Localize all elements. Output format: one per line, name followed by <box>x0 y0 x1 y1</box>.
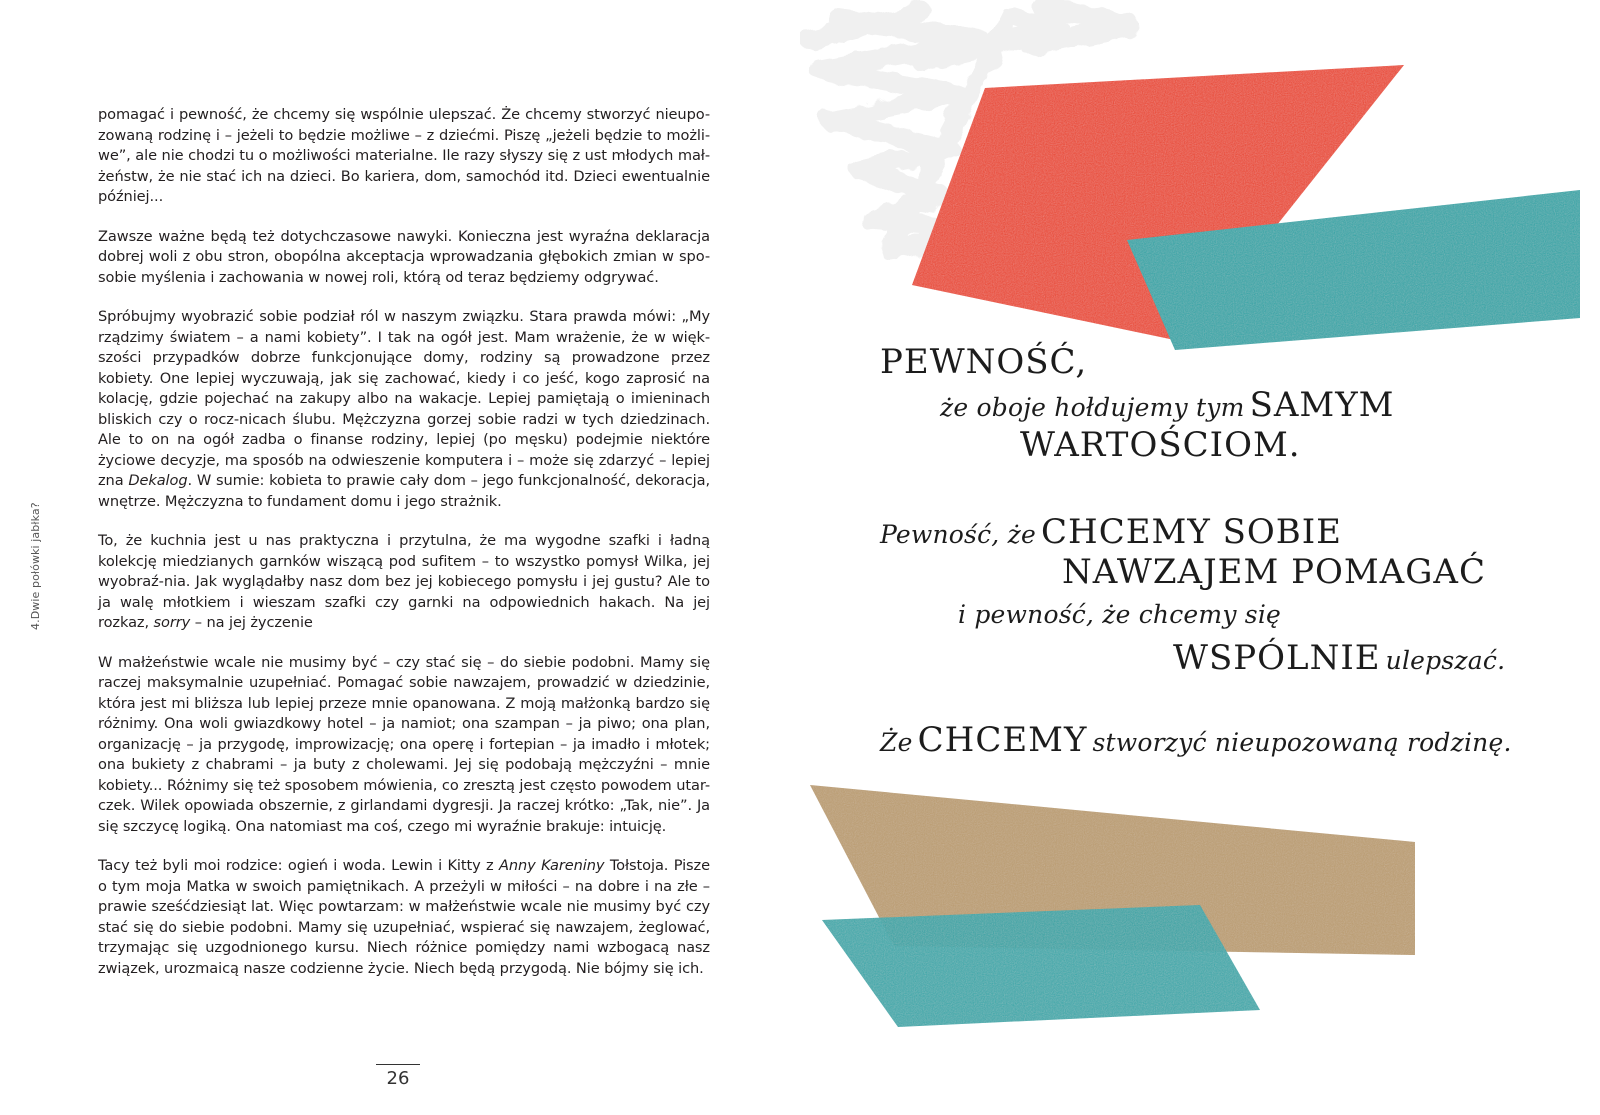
paragraph-2: Zawsze ważne będą też dotychczasowe nawyki. Konieczna jest wyraźna deklaracja dobrej woli z obu stron, obopólna akceptacja wprowadzania głębokich zmian w spo-sobie myślenia i zachowania w nowej roli, którą od teraz będziemy odgrywać. <box>98 227 710 286</box>
quote-line-2 <box>940 385 1395 425</box>
page-number-rule <box>376 1064 420 1065</box>
paragraph-5: W małżeństwie wcale nie musimy być – czy stać się – do siebie podobni. Mamy się raczej maksymalnie uzupełniać. Pomagać sobie nawzajem, prowadzić w dziedzinie, która jest mi bliższa lub lepiej przeze mnie opanowana. Z moją małżonką bardzo się różnimy. Ona woli gwiazdkowy hotel – ja namiot; ona szampan – ja piwo; ona plan, organizację – ja przygodę, improwizację; ona operę i fortepian – ja imadło i młotek; ona bukiety z chabrami – ja buty z cholewami. Jej się podobają mężczyźni – mnie kobiety... Różnimy się też sposobem mówienia, co zresztą jest często powodem utar-czek. Wilek opowiada obszernie, z girlandami dygresji. Ja raczej krótko: „Tak, nie”. Ja się szczycę logiką. Ona natomiast ma coś, czego mi wyraźnie brakuje: intuicję. <box>98 653 710 835</box>
italic-title-anna-karenina: Anny Kareniny <box>498 857 605 874</box>
paragraph-4-text-a: To, że kuchnia jest u nas praktyczna i przytulna, że ma wygodne szafki i ładną kolekcję miedzianych garnków wiszącą pod sufitem – to wszystko pomysł Wilka, jej wyobraź-nia. Jak wyglądałby nasz dom bez jej kobiecego pomysłu i jej gustu? Ale to ja walę młotkiem i wieszam szafki czy garnki na odpowiednich hakach. Na jej rozkaz, <box>98 532 710 631</box>
quote-caps-nawzajem-pomagac: NAWZAJEM POMAGAĆ <box>1062 552 1486 592</box>
paragraph-4 <box>98 531 710 634</box>
paragraph-1: pomagać i pewność, że chcemy się wspólnie ulepszać. Że chcemy stworzyć nieupo-zowaną rodzinę i – jeżeli to będzie możliwe – z dziećmi. Piszę „jeżeli będzie to możli-we”, ale nie chodzi tu o możliwości materialne. Ile razy słyszy się z ust młodych mał-żeństw, że nie stać ich na dzieci. Bo kariera, dom, samochód itd. Dzieci ewentualnie później... <box>98 106 710 205</box>
quote-caps-chcemy: CHCEMY <box>917 720 1088 760</box>
right-page <box>800 0 1600 1115</box>
quote-line-1 <box>880 342 1087 382</box>
pull-quote <box>800 0 1600 1115</box>
quote-line-3 <box>1020 425 1301 465</box>
paragraph-6-text-b: Tołstoja. Pisze o tym moja Matka w swoich pamiętnikach. A przeżyli w miłości – na dobre i na złe – prawie sześćdziesiąt lat. Więc powtarzam: w małżeństwie wcale nie musimy być czy stać się do siebie podobni. Mamy się uzupełniać, wspierać się nawzajem, żeglować, trzymając się uzgodnionego kursu. Niech różnice pomiędzy nami wzbogacą nasz związek, urozmaicą nasze codzienne życie. Niech będą przygodą. Nie bójmy się ich. <box>98 857 710 977</box>
body-text <box>98 105 710 998</box>
paragraph-3-text-a: Spróbujmy wyobrazić sobie podział ról w naszym związku. Stara prawda mówi: „My rządzimy światem – a nami kobiety”. I tak na ogół jest. Mam wrażenie, że w więk-szości przypadków dobrze funkcjonujące domy, rodziny są prowadzone przez kobiety. One lepiej wyczuwają, jak się zachować, kiedy i co jeść, kogo zaprosić na kolację, gdzie pojechać na zakupy albo na wakacje. Lepiej pamiętają o imieninach bliskich czy o rocz-nicach ślubu. Mężczyzna gorzej sobie radzi w tych dziedzinach. Ale to on na ogół zadba o finanse rodziny, lepiej (po męsku) podejmie niektóre życiowe decyzje, ma sposób na odwieszenie komputera i – może się zdarzyć – lepiej zna <box>98 308 710 489</box>
page-number: 26 <box>386 1068 410 1089</box>
quote-italic-6: i pewność, że chcemy się <box>958 600 1282 629</box>
quote-caps-pewnosc: PEWNOŚĆ, <box>880 342 1088 382</box>
quote-caps-samym: SAMYM <box>1249 385 1395 425</box>
quote-caps-wspolnie: WSPÓLNIE <box>1173 638 1381 678</box>
quote-italic-8a: Że <box>880 728 913 757</box>
paragraph-4-text-b: – na jej życzenie <box>190 614 313 631</box>
quote-italic-8b: stworzyć nieupozowaną rodzinę. <box>1092 728 1512 757</box>
quote-line-4 <box>880 512 1342 552</box>
italic-word-sorry: sorry <box>153 614 191 631</box>
paragraph-3-text-b: . W sumie: kobieta to prawie cały dom – jego funkcjonalność, dekoracja, wnętrze. Mężczyzna to fundament domu i jego strażnik. <box>98 472 711 510</box>
paragraph-6 <box>98 856 710 979</box>
quote-line-8 <box>880 720 1512 760</box>
quote-line-6 <box>958 600 1281 629</box>
running-head: 4.Dwie połówki jabłka? <box>29 502 42 630</box>
quote-caps-wartosciom: WARTOŚCIOM. <box>1020 425 1301 465</box>
quote-italic-7: ulepszać. <box>1385 646 1506 675</box>
quote-italic-4: Pewność, że <box>880 520 1036 549</box>
paragraph-3 <box>98 307 710 512</box>
paragraph-6-text-a: Tacy też byli moi rodzice: ogień i woda. Lewin i Kitty z <box>98 857 499 874</box>
quote-italic-2: że oboje hołdujemy tym <box>940 393 1245 422</box>
quote-caps-chcemy-sobie: CHCEMY SOBIE <box>1041 512 1342 552</box>
quote-line-5 <box>1062 552 1486 592</box>
quote-line-7 <box>1173 638 1505 678</box>
italic-title-dekalog: Dekalog <box>128 472 188 489</box>
